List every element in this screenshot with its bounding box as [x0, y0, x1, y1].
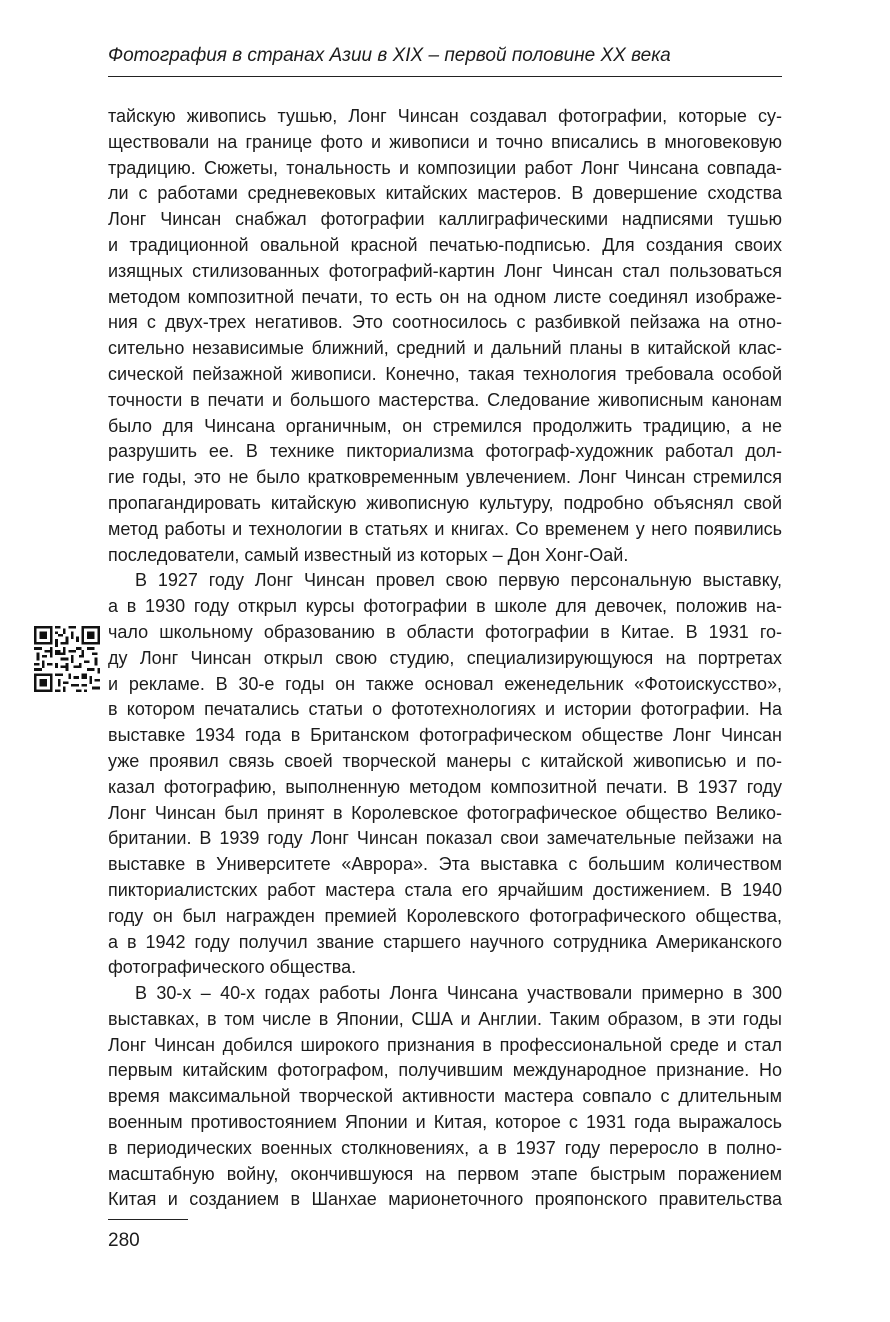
- text-line: последователи, самый известный из которых – Дон Хонг-Оай.: [108, 544, 629, 565]
- text-line: а в 1930 году открыл курсы фотографии в школе для девочек, положив на-: [108, 596, 782, 617]
- text-line: сительно независимые ближний, средний и дальний планы в китайской клас-: [108, 338, 782, 359]
- header-rule: [108, 76, 782, 77]
- text-line: военным противостоянием Японии и Китая, которое с 1931 года выражалось: [108, 1112, 782, 1133]
- text-line: пикториалистских работ мастера стала его ярчайшим достижением. В 1940: [108, 879, 782, 900]
- text-line: чало школьному образованию в области фотографии в Китае. В 1931 го-: [108, 621, 782, 642]
- text-line: традицию. Сюжеты, тональность и композиции работ Лонг Чинсана совпада-: [108, 157, 782, 178]
- text-line: ния с двух-трех негативов. Это соотносилось с разбивкой пейзажа на отно-: [108, 312, 782, 333]
- text-line: гие годы, это не было кратковременным увлечением. Лонг Чинсан стремился: [108, 467, 782, 488]
- text-line: время максимальной творческой активности мастера совпало с длительным: [108, 1086, 782, 1107]
- text-line: ществовали на границе фото и живописи и точно вписались в многовековую: [108, 131, 782, 152]
- text-line: сической пейзажной живописи. Конечно, такая технология требовала особой: [108, 363, 782, 384]
- text-line: выставке 1934 года в Британском фотографическом обществе Лонг Чинсан: [108, 725, 782, 746]
- text-line: выставках, в том числе в Японии, США и Англии. Таким образом, в эти годы: [108, 1008, 782, 1029]
- text-line: и рекламе. В 30-е годы он также основал еженедельник «Фотоискусство»,: [108, 673, 782, 694]
- text-line: ду Лонг Чинсан открыл свою студию, специализирующуюся на портретах: [108, 647, 782, 668]
- text-line: тайскую живопись тушью, Лонг Чинсан создавал фотографии, которые су-: [108, 106, 782, 126]
- text-line: в котором печатались статьи о фототехнологиях и истории фотографии. На: [108, 699, 782, 720]
- body-text: [108, 104, 782, 1213]
- text-line: Лонг Чинсан был принят в Королевское фотографическое общество Велико-: [108, 802, 782, 823]
- paragraph-first-line: В 1927 году Лонг Чинсан провел свою первую персональную выставку,: [135, 570, 782, 591]
- text-line: точности в печати и большого мастерства. Следование живописным канонам: [108, 389, 782, 410]
- paragraph-first-line: В 30-х – 40-х годах работы Лонга Чинсана участвовали примерно в 300: [135, 983, 782, 1004]
- text-line: методом композитной печати, то есть он на одном листе соединял изображе-: [108, 286, 782, 307]
- text-line: Лонг Чинсан добился широкого признания в профессиональной среде и стал: [108, 1034, 782, 1055]
- text-line: пропагандировать китайскую живописную культуру, подробно объяснял свой: [108, 492, 782, 513]
- text-line: а в 1942 году получил звание старшего научного сотрудника Американского: [108, 931, 782, 952]
- footer-rule: [108, 1219, 188, 1220]
- text-line: выставке в Университете «Аврора». Эта выставка с большим количеством: [108, 854, 782, 875]
- text-line: Лонг Чинсан снабжал фотографии каллиграфическими надписями тушью: [108, 209, 782, 230]
- text-line: и традиционной овальной красной печатью-подписью. Для создания своих: [108, 234, 782, 255]
- text-line: Китая и созданием в Шанхае марионеточного прояпонского правительства: [108, 1189, 782, 1210]
- text-line: в периодических военных столкновениях, а в 1937 году переросло в полно-: [108, 1137, 782, 1158]
- text-line: первым китайским фотографом, получившим международное признание. Но: [108, 1060, 782, 1081]
- text-line: масштабную войну, окончившуюся на первом этапе быстрым поражением: [108, 1163, 782, 1184]
- running-head: Фотография в странах Азии в XIX – первой половине XX века: [108, 45, 671, 66]
- text-line: фотографического общества.: [108, 957, 357, 978]
- qr-code-icon: [34, 626, 100, 692]
- text-line: году он был награжден премией Королевского фотографического общества,: [108, 905, 782, 926]
- text-line: разрушить ее. В технике пикториализма фотограф-художник работал дол-: [108, 441, 782, 462]
- text-line: британии. В 1939 году Лонг Чинсан показал свои замечательные пейзажи на: [108, 828, 782, 849]
- text-line: ли с работами средневековых китайских мастеров. В довершение сходства: [108, 183, 782, 204]
- page-number: 280: [108, 1230, 140, 1251]
- text-line: изящных стилизованных фотографий-картин Лонг Чинсан стал пользоваться: [108, 260, 782, 281]
- text-line: казал фотографию, выполненную методом композитной печати. В 1937 году: [108, 776, 782, 797]
- text-line: метод работы и технологии в статьях и книгах. Со временем у него появились: [108, 518, 782, 539]
- text-line: было для Чинсана органичным, он стремился продолжить традицию, а не: [108, 415, 782, 436]
- text-line: уже проявил связь своей творческой манеры с китайской живописью и по-: [108, 750, 782, 771]
